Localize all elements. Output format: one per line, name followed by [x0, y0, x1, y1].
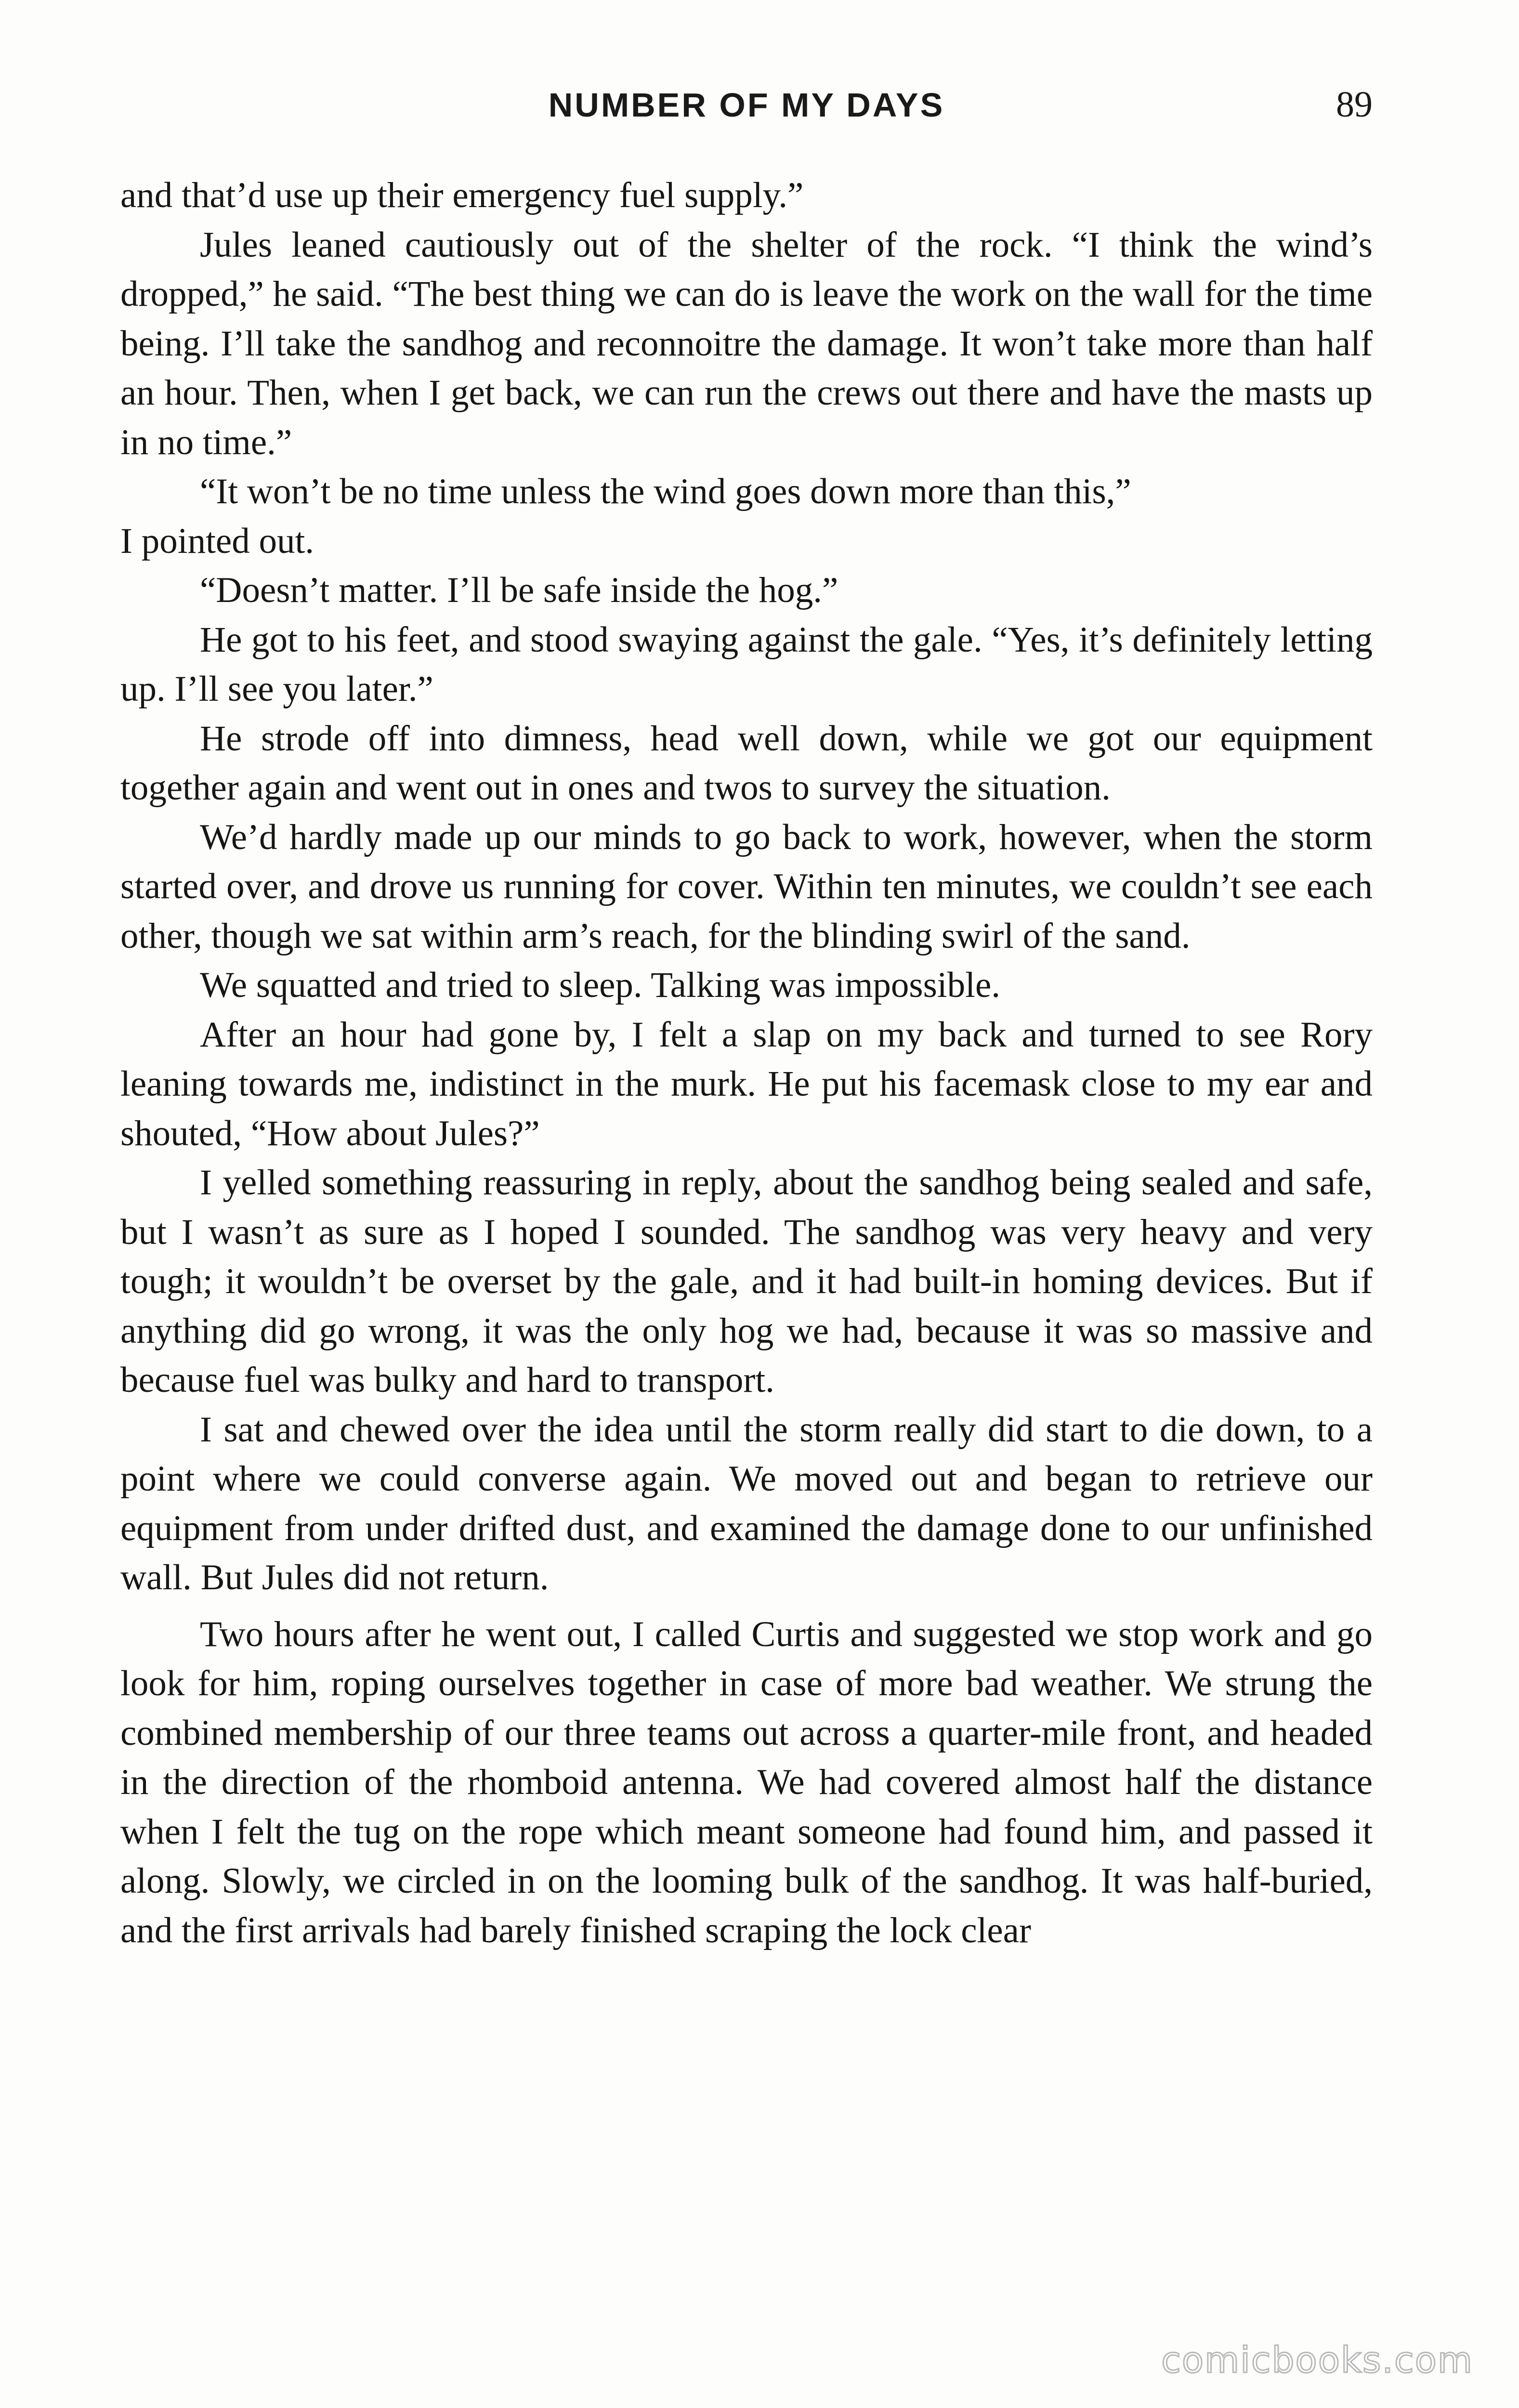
paragraph: I sat and chewed over the idea until the storm really did start to die down, to a point where we could converse again. We moved out and began to retrieve our equipment from under drifted dust, and examined the damage done to our unfinished wall. But Jules did not return. — [120, 1409, 1373, 1597]
paragraph: Two hours after he went out, I called Curtis and suggested we stop work and go look for him, roping ourselves together in case of more bad weather. We strung the combined membership of our three teams out across a quarter-mile front, and headed in the direction of the rhomboid antenna. We had covered almost half the distance when I felt the tug on the rope which meant someone had found him, and passed it along. Slowly, we circled in on the looming bulk of the sandhog. It was half-buried, and the first arrivals had barely finished scraping the lock clear — [120, 1614, 1373, 1950]
body-text — [120, 171, 1373, 1955]
paragraph: We’d hardly made up our minds to go back to work, however, when the storm started over, and drove us running for cover. Within ten minutes, we couldn’t see each other, though we sat within arm’s reach, for the blinding swirl of the sand. — [120, 817, 1373, 956]
paragraph: He got to his feet, and stood swaying against the gale. “Yes, it’s definitely letting up. I’ll see you later.” — [120, 619, 1373, 709]
paragraph: Jules leaned cautiously out of the shelter of the rock. “I think the wind’s dropped,” he said. “The best thing we can do is leave the work on the wall for the time being. I’ll take the sandhog and reconnoitre the damage. It won’t take more than half an hour. Then, when I get back, we can run the crews out there and have the masts up in no time.” — [120, 224, 1373, 462]
page-number: 89 — [1336, 84, 1373, 125]
paragraph: He strode off into dimness, head well down, while we got our equipment together again and went out in ones and twos to survey the situation. — [120, 718, 1373, 808]
running-title: NUMBER OF MY DAYS — [548, 86, 945, 124]
paragraph: I pointed out. — [120, 521, 314, 561]
watermark: comicbooks.com — [1161, 2340, 1473, 2381]
paragraph: I yelled something reassuring in reply, about the sandhog being sealed and safe, but I wasn’t as sure as I hoped I sounded. The sandhog was very heavy and very tough; it wouldn’t be overset by the gale, and it had built-in homing devices. But if anything did go wrong, it was the only hog we had, because it was so massive and because fuel was bulky and hard to transport. — [120, 1163, 1373, 1400]
page-header — [120, 77, 1373, 135]
paragraph: and that’d use up their emergency fuel supply.” — [120, 175, 804, 215]
paragraph: “Doesn’t matter. I’ll be safe inside the hog.” — [200, 570, 838, 610]
paragraph: We squatted and tried to sleep. Talking was impossible. — [200, 965, 1001, 1005]
paragraph: “It won’t be no time unless the wind goes down more than this,” — [200, 471, 1131, 511]
paragraph: After an hour had gone by, I felt a slap on my back and turned to see Rory leaning towards me, indistinct in the murk. He put his facemask close to my ear and shouted, “How about Jules?” — [120, 1014, 1373, 1153]
